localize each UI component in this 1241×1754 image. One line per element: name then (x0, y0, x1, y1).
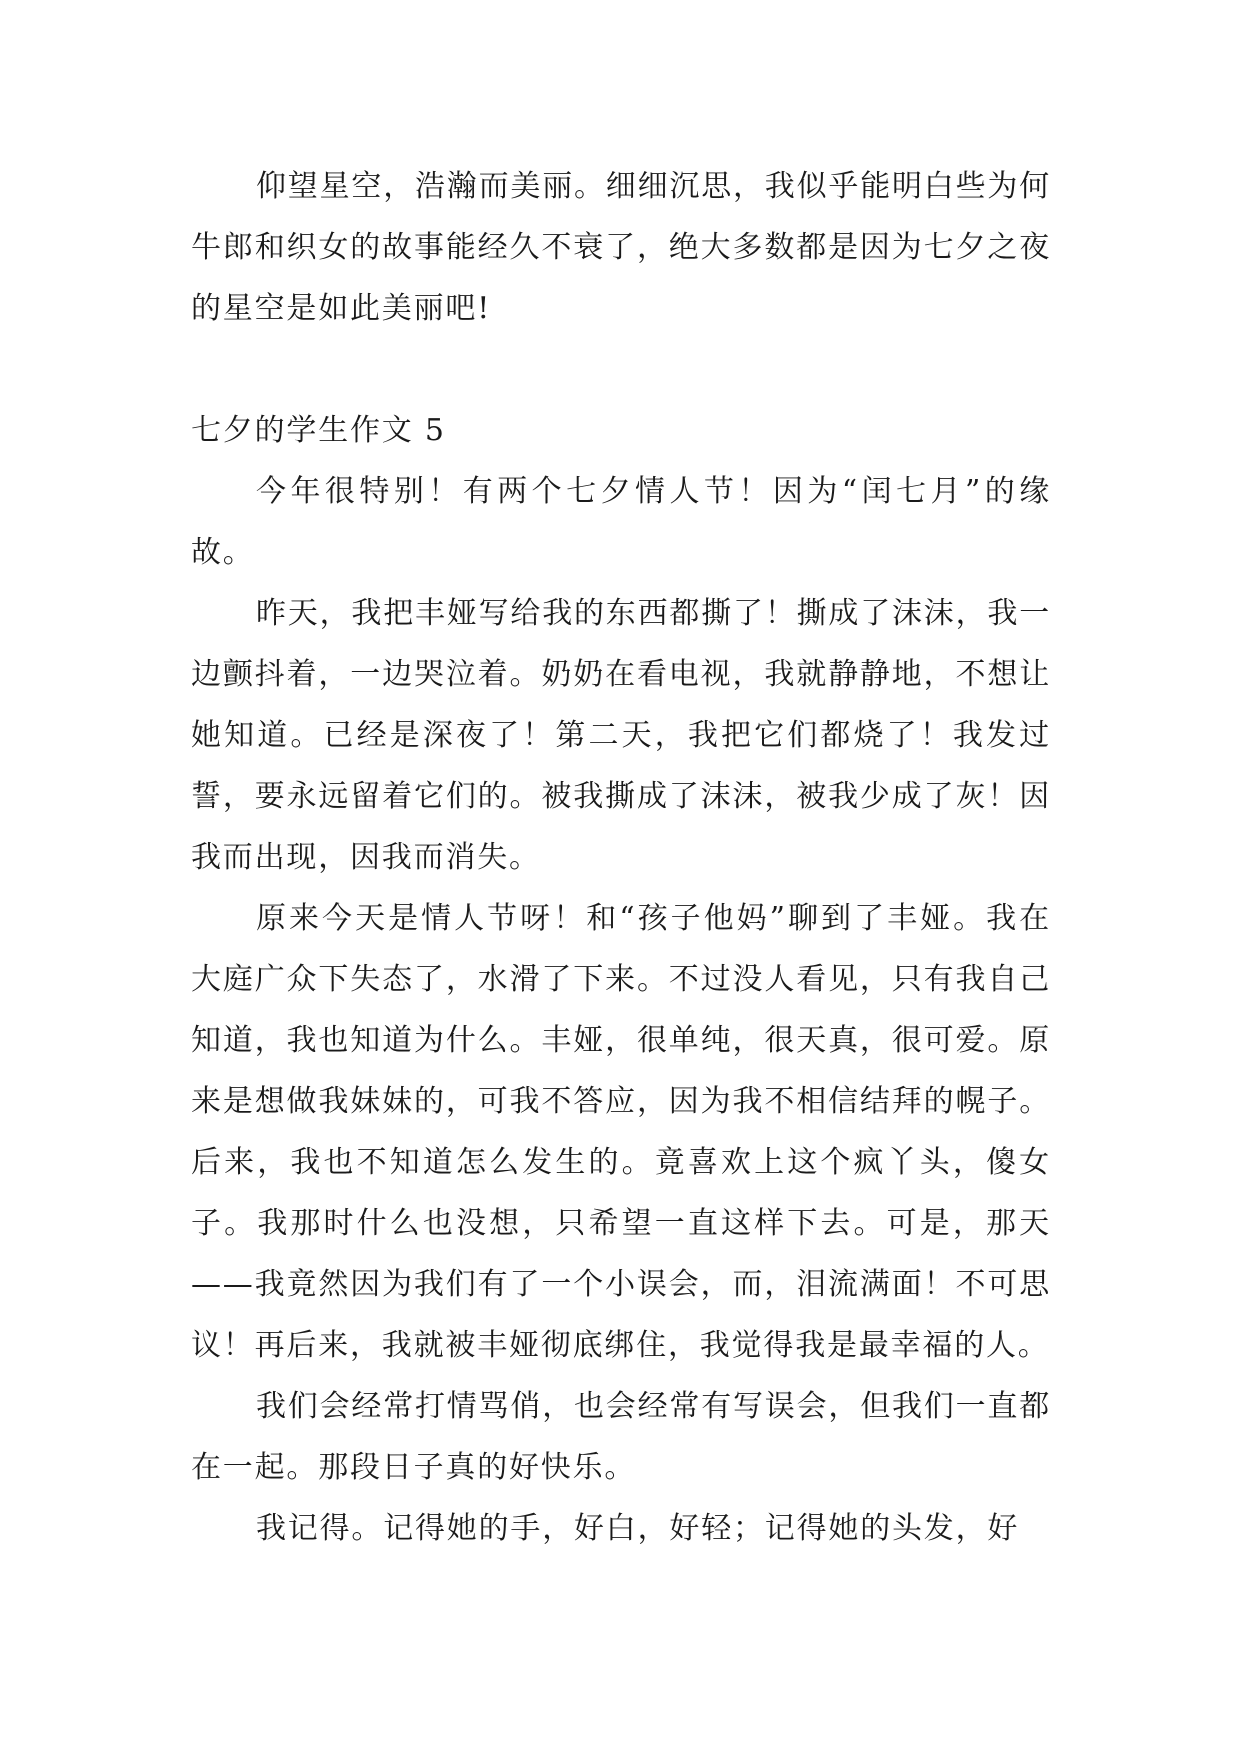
paragraph: 原来今天是情人节呀！和“孩子他妈”聊到了丰娅。我在大庭广众下失态了，水滑了下来。不过没人看见，只有我自己知道，我也知道为什么。丰娅，很单纯，很天真，很可爱。原来是想做我妹妹的，可我不答应，因为我不相信结拜的幌子。后来，我也不知道怎么发生的。竟喜欢上这个疯丫头，傻女子。我那时什么也没想，只希望一直这样下去。可是，那天——我竟然因为我们有了一个小误会，而，泪流满面！不可思议！再后来，我就被丰娅彻底绑住，我觉得我是最幸福的人。 (191, 901, 1051, 1363)
paragraph: 今年很特别！有两个七夕情人节！因为“闰七月”的缘故。 (191, 474, 1051, 570)
document-body (191, 156, 1051, 1559)
paragraph: 昨天，我把丰娅写给我的东西都撕了！撕成了沫沫，我一边颤抖着，一边哭泣着。奶奶在看电视，我就静静地，不想让她知道。已经是深夜了！第二天，我把它们都烧了！我发过誓，要永远留着它们的。被我撕成了沫沫，被我少成了灰！因我而出现，因我而消失。 (191, 596, 1051, 875)
section-heading: 七夕的学生作文 5 (191, 413, 446, 448)
paragraph: 仰望星空，浩瀚而美丽。细细沉思，我似乎能明白些为何牛郎和织女的故事能经久不衰了，绝大多数都是因为七夕之夜的星空是如此美丽吧! (191, 169, 1051, 326)
paragraph: 我记得。记得她的手，好白，好轻；记得她的头发，好 (256, 1511, 1020, 1546)
paragraph: 我们会经常打情骂俏，也会经常有写误会，但我们一直都在一起。那段日子真的好快乐。 (191, 1389, 1051, 1485)
